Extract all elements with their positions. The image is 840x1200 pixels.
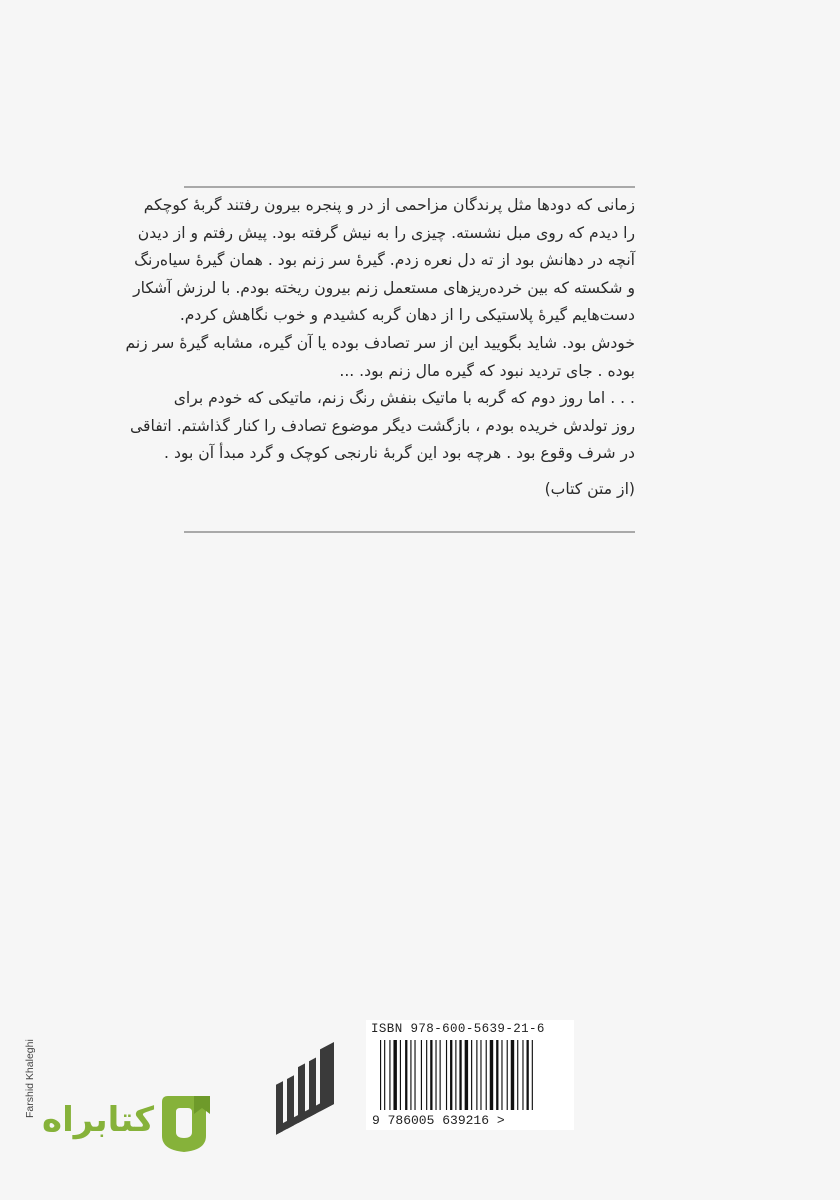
- barcode-bar: [459, 1040, 461, 1118]
- excerpt-line: زمانی که دودها مثل پرندگان مزاحمی از در و پنجره بیرون رفتند گربهٔ کوچکم: [143, 196, 635, 214]
- designer-credit: [24, 1020, 36, 1130]
- barcode-bar: [430, 1040, 432, 1110]
- excerpt-line: بوده . جای تردید نبود که گیره مال زنم بود. ...: [339, 361, 635, 380]
- barcode-bar: [486, 1040, 487, 1110]
- barcode-bar: [389, 1040, 390, 1110]
- barcode-bar: [465, 1040, 468, 1110]
- designer-credit-text: Farshid Khaleghi: [24, 1039, 36, 1118]
- barcode-bar: [527, 1040, 529, 1118]
- excerpt-line: روز تولدش خریده بودم ، بازگشت دیگر موضوع تصادف را کنار گذاشتم. اتفاقی: [130, 416, 635, 435]
- barcode-bar: [522, 1040, 523, 1110]
- barcode-bar: [440, 1040, 441, 1110]
- excerpt-line: و شکسته که بین خرده‌ریزهای مستعمل زنم بیرون ریخته بودم. با لرزش آشکار: [133, 278, 635, 297]
- excerpt-line: آنچه در دهانش بود از ته دل نعره زدم. گیرهٔ سر زنم بود . همان گیرهٔ سیاه‌رنگ: [134, 251, 635, 270]
- ketabrah-bookmark-icon: [154, 1092, 214, 1156]
- barcode-bar: [435, 1040, 436, 1110]
- isbn-label: ISBN 978-600-5639-21-6: [371, 1022, 545, 1036]
- barcode-bar: [380, 1040, 381, 1118]
- barcode-bar: [511, 1040, 514, 1110]
- barcode-bar: [471, 1040, 472, 1110]
- barcode-bar: [455, 1040, 456, 1118]
- bottom-divider: [184, 531, 635, 533]
- barcode-bar: [501, 1040, 502, 1110]
- excerpt-line: دست‌هایم گیرهٔ پلاستیکی را از دهان گربه کشیدم و خوب نگاهش کردم.: [179, 306, 635, 325]
- isbn-barcode: [366, 1020, 574, 1130]
- barcode-bar: [496, 1040, 498, 1110]
- barcode-bar: [426, 1040, 427, 1110]
- top-divider: [184, 186, 635, 188]
- barcode-bar: [517, 1040, 518, 1110]
- barcode-graphic: [366, 1038, 574, 1128]
- excerpt-source: (از متن کتاب): [544, 479, 635, 498]
- barcode-bar: [476, 1040, 477, 1110]
- barcode-bar: [414, 1040, 415, 1110]
- barcode-bar: [421, 1040, 422, 1110]
- ketabrah-logo: [42, 1092, 214, 1156]
- ketabrah-wordmark: کتابراه: [42, 1100, 155, 1140]
- barcode-bar: [400, 1040, 401, 1110]
- excerpt-line: خودش بود. شاید بگویید این از سر تصادف بوده یا آن گیره، مشابه گیرهٔ سر زنم: [125, 333, 635, 352]
- barcode-bar: [405, 1040, 407, 1110]
- barcode-bar: [532, 1040, 533, 1118]
- barcode-digits: 9 786005 639216 >: [372, 1113, 505, 1128]
- excerpt-line: را دیدم که روی مبل نشسته. چیزی را به نیش گرفته بود. پیش رفتم و از دیدن: [137, 223, 635, 242]
- barcode-bar: [410, 1040, 411, 1110]
- barcode-bar: [480, 1040, 481, 1110]
- barcode-bar: [384, 1040, 385, 1118]
- excerpt-line: . . . اما روز دوم که گربه با ماتیک بنفش رنگ زنم، ماتیکی که خودم برای: [173, 389, 635, 408]
- publisher-logo-icon: [270, 1030, 346, 1128]
- barcode-bar: [393, 1040, 396, 1110]
- barcode-bar: [446, 1040, 447, 1110]
- barcode-bar: [507, 1040, 508, 1110]
- excerpt-line: در شرف وقوع بود . هرچه بود این گربهٔ نارنجی کوچک و گرد مبدأ آن بود .: [164, 444, 635, 463]
- barcode-bar: [450, 1040, 452, 1110]
- barcode-bar: [490, 1040, 493, 1110]
- excerpt-text-block: [125, 192, 635, 504]
